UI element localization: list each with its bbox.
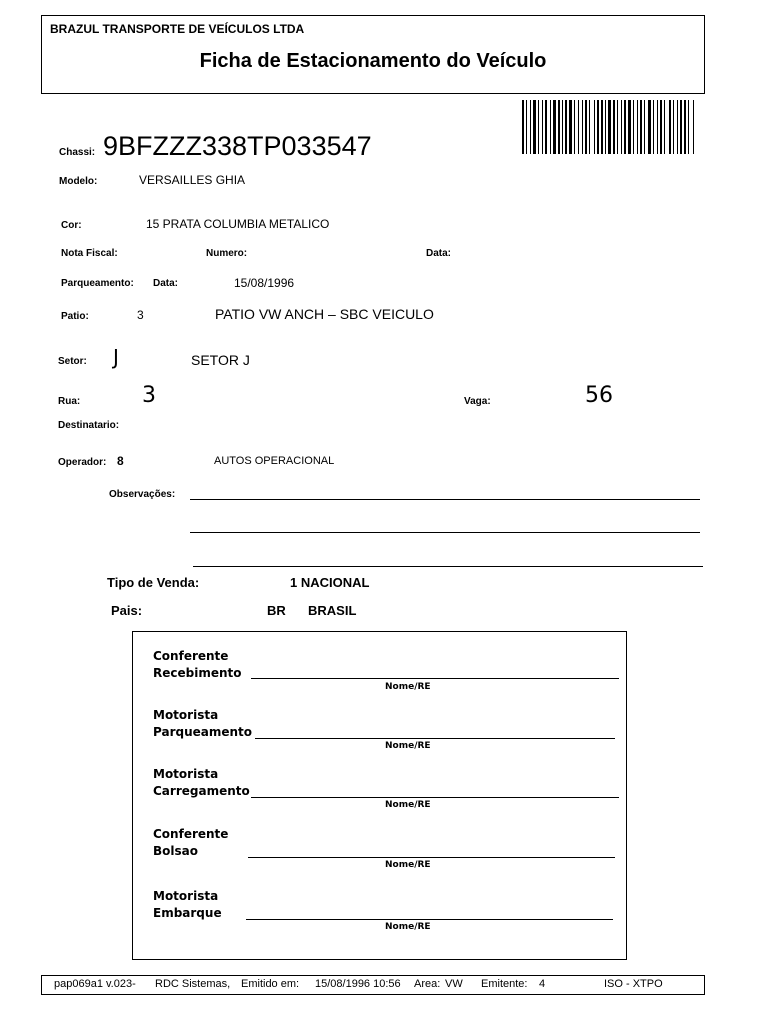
footer (41, 975, 705, 995)
barcode-icon (522, 100, 740, 154)
footer-system: RDC Sistemas, (155, 978, 231, 990)
cor-label: Cor: (61, 220, 82, 231)
footer-emitente-label: Emitente: (481, 978, 528, 990)
company-name: BRAZUL TRANSPORTE DE VEÍCULOS LTDA (50, 22, 305, 36)
observacoes-line (190, 499, 700, 500)
setor-code: J (113, 345, 119, 369)
nota-fiscal-label: Nota Fiscal: (61, 248, 118, 259)
footer-area-value: VW (445, 978, 463, 990)
operador-label: Operador: (58, 457, 107, 468)
signature-label: Motorista Embarque (153, 889, 222, 920)
signature-caption: Nome/RE (385, 741, 431, 751)
numero-label: Numero: (206, 248, 248, 259)
parqueamento-data-label: Data: (153, 278, 179, 289)
observacoes-label: Observações: (109, 489, 176, 500)
modelo-value: VERSAILLES GHIA (139, 173, 246, 187)
signature-line (251, 797, 619, 798)
modelo-label: Modelo: (59, 176, 98, 187)
signature-label: Motorista Carregamento (153, 767, 250, 798)
operador-code: 8 (117, 454, 124, 468)
tipo-venda-value: 1 NACIONAL (290, 575, 370, 590)
observacoes-line (190, 532, 700, 533)
footer-emitente-value: 4 (539, 978, 546, 990)
chassi-label: Chassi: (59, 147, 96, 158)
header-box (41, 15, 705, 94)
signature-line (251, 678, 619, 679)
signature-label: Motorista Parqueamento (153, 708, 253, 739)
pais-label: Pais: (111, 603, 143, 618)
footer-area-label: Area: (414, 978, 441, 990)
patio-label: Patio: (61, 311, 89, 322)
footer-program: pap069a1 v.023- (54, 978, 136, 990)
pais-code: BR (267, 603, 286, 618)
patio-name: PATIO VW ANCH – SBC VEICULO (215, 306, 434, 322)
footer-emitido-label: Emitido em: (241, 978, 300, 990)
signatures-box (132, 631, 627, 960)
observacoes-line (193, 566, 703, 567)
patio-code: 3 (137, 308, 144, 322)
vaga-label: Vaga: (464, 396, 491, 407)
signature-line (246, 919, 613, 920)
parqueamento-label: Parqueamento: (61, 278, 134, 289)
footer-emitido-value: 15/08/1996 10:56 (315, 978, 401, 990)
rua-label: Rua: (58, 396, 81, 407)
cor-value: 15 PRATA COLUMBIA METALICO (146, 217, 330, 231)
chassi-value: 9BFZZZ338TP033547 (103, 131, 372, 161)
signature-caption: Nome/RE (385, 860, 431, 870)
signature-line (255, 738, 615, 739)
pais-name: BRASIL (308, 603, 357, 618)
destinatario-label: Destinatario: (58, 420, 120, 431)
signature-caption: Nome/RE (385, 800, 431, 810)
tipo-venda-label: Tipo de Venda: (107, 575, 200, 590)
setor-name: SETOR J (191, 352, 250, 368)
rua-value: 3 (142, 383, 156, 408)
footer-iso: ISO - XTPO (604, 978, 663, 990)
page-title: Ficha de Estacionamento do Veículo (199, 50, 547, 72)
signature-line (248, 857, 615, 858)
signature-caption: Nome/RE (385, 922, 431, 932)
vaga-value: 56 (585, 383, 613, 408)
signature-label: Conferente Bolsao (153, 827, 229, 858)
setor-label: Setor: (58, 356, 87, 367)
signature-label: Conferente Recebimento (153, 649, 242, 680)
signature-caption: Nome/RE (385, 682, 431, 692)
data-label: Data: (426, 248, 452, 259)
operador-name: AUTOS OPERACIONAL (214, 455, 335, 467)
parqueamento-data-value: 15/08/1996 (234, 276, 295, 290)
